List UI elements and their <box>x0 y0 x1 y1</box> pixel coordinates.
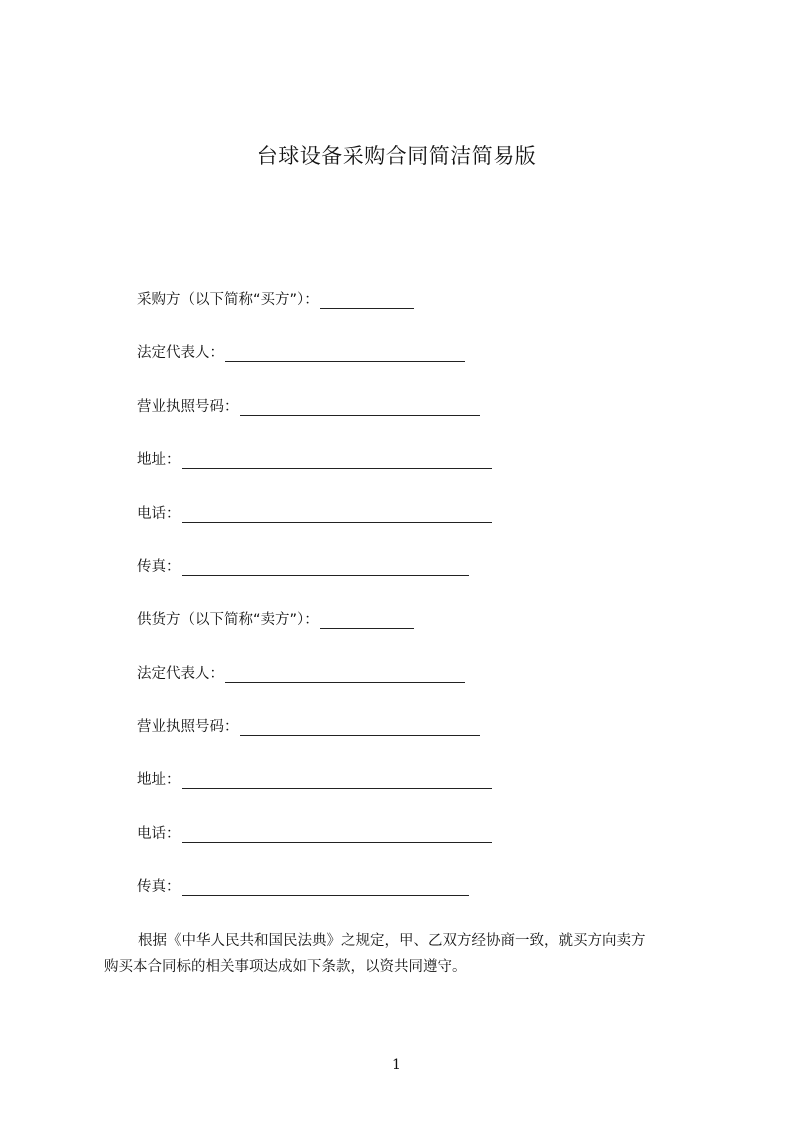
preamble-line-2: 购买本合同标的相关事项达成如下条款，以资共同遵守。 <box>104 959 467 975</box>
seller-phone-blank[interactable] <box>182 828 492 843</box>
page-number: 1 <box>392 1057 401 1073</box>
seller-license-blank[interactable] <box>240 721 480 736</box>
seller-fax-field <box>137 878 469 896</box>
buyer-rep-label: 法定代表人： <box>137 345 224 361</box>
buyer-address-label: 地址： <box>137 452 181 468</box>
buyer-license-label: 营业执照号码： <box>137 399 239 415</box>
buyer-name-label: 采购方（以下简称“买方”）： <box>137 292 319 308</box>
preamble-paragraph <box>104 928 714 980</box>
buyer-address-blank[interactable] <box>182 454 492 469</box>
buyer-address-field <box>137 451 492 469</box>
buyer-fax-blank[interactable] <box>182 561 469 576</box>
preamble-line-1: 根据《中华人民共和国民法典》之规定，甲、乙双方经协商一致，就买方向卖方 <box>138 933 646 949</box>
buyer-license-blank[interactable] <box>240 401 480 416</box>
buyer-rep-blank[interactable] <box>225 347 465 362</box>
buyer-name-blank[interactable] <box>320 294 414 309</box>
seller-name-label: 供货方（以下简称“卖方”）： <box>137 612 319 628</box>
buyer-fax-field <box>137 558 469 576</box>
seller-rep-field <box>137 665 465 683</box>
seller-fax-label: 传真： <box>137 879 181 895</box>
seller-license-label: 营业执照号码： <box>137 719 239 735</box>
seller-name-blank[interactable] <box>320 614 414 629</box>
seller-license-field <box>137 718 480 736</box>
buyer-phone-field <box>137 505 492 523</box>
buyer-rep-field <box>137 344 465 362</box>
seller-fax-blank[interactable] <box>182 881 469 896</box>
seller-rep-label: 法定代表人： <box>137 666 224 682</box>
buyer-license-field <box>137 398 480 416</box>
buyer-fax-label: 传真： <box>137 559 181 575</box>
seller-address-label: 地址： <box>137 772 181 788</box>
seller-name-field <box>137 611 414 629</box>
seller-rep-blank[interactable] <box>225 668 465 683</box>
document-title: 台球设备采购合同简洁简易版 <box>256 144 537 168</box>
buyer-phone-blank[interactable] <box>182 508 492 523</box>
seller-phone-label: 电话： <box>137 826 181 842</box>
seller-address-blank[interactable] <box>182 774 492 789</box>
buyer-phone-label: 电话： <box>137 506 181 522</box>
seller-phone-field <box>137 825 492 843</box>
buyer-name-field <box>137 291 414 309</box>
seller-address-field <box>137 771 492 789</box>
